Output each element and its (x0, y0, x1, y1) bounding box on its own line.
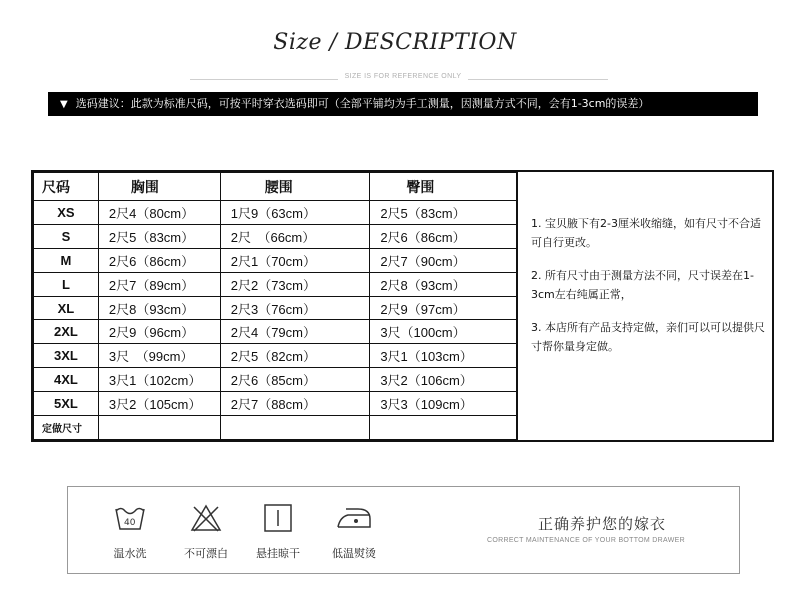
size-cell: 2XL (34, 320, 99, 344)
care-title: 正确养护您的嫁衣 (538, 515, 667, 533)
subtitle-row (0, 72, 790, 86)
no-bleach-icon (171, 501, 241, 535)
measure-cell: 2尺2（73cm） (220, 272, 370, 296)
table-row (34, 224, 518, 248)
table-row (34, 392, 518, 416)
hang-dry-icon (243, 501, 313, 535)
table-row (34, 296, 518, 320)
table-row (34, 248, 518, 272)
measure-cell: 3尺2（106cm） (370, 368, 518, 392)
low-temp-iron-icon (319, 501, 389, 535)
measure-cell: 2尺4（80cm） (98, 201, 220, 225)
care-item (95, 501, 165, 561)
size-cell: XL (34, 296, 99, 320)
divider (190, 79, 338, 80)
size-cell: M (34, 248, 99, 272)
measure-cell: 2尺6（85cm） (220, 368, 370, 392)
down-triangle-icon: ▼ (60, 99, 68, 110)
table-row (34, 416, 518, 440)
care-label: 悬挂晾干 (256, 547, 300, 560)
measure-cell: 2尺1（70cm） (220, 248, 370, 272)
measure-cell: 3尺1（103cm） (370, 344, 518, 368)
table-row (34, 320, 518, 344)
measure-cell: 2尺 （66cm） (220, 224, 370, 248)
measure-cell: 2尺6（86cm） (98, 248, 220, 272)
note-item: 3. 本店所有产品支持定做，亲们可以可以提供尺寸帮你量身定做。 (531, 321, 765, 353)
measure-cell: 2尺9（96cm） (98, 320, 220, 344)
measure-cell: 2尺5（83cm） (98, 224, 220, 248)
note-item: 2. 所有尺寸由于测量方法不同，尺寸误差在1-3cm左右纯属正常， (531, 269, 754, 301)
header-waist: 腰围 (220, 173, 370, 201)
measure-cell: 2尺5（83cm） (370, 201, 518, 225)
header-size: 尺码 (34, 173, 99, 201)
measure-cell: 2尺9（97cm） (370, 296, 518, 320)
size-cell: 5XL (34, 392, 99, 416)
care-item (243, 501, 313, 561)
care-label: 不可漂白 (184, 547, 228, 560)
size-notes (531, 214, 771, 370)
measure-cell: 2尺6（86cm） (370, 224, 518, 248)
measure-cell: 3尺2（105cm） (98, 392, 220, 416)
measure-cell: 2尺7（88cm） (220, 392, 370, 416)
measure-cell: 3尺 （99cm） (98, 344, 220, 368)
measure-cell: 2尺5（82cm） (220, 344, 370, 368)
size-cell: XS (34, 201, 99, 225)
measure-cell: 1尺9（63cm） (220, 201, 370, 225)
notice-bar (48, 92, 758, 116)
measure-cell: 2尺7（90cm） (370, 248, 518, 272)
header-bust: 胸围 (98, 173, 220, 201)
notice-text: 选码建议：此款为标准尺码，可按平时穿衣选码即可（全部平铺均为手工测量，因测量方式不同，会有1-3cm的误差） (75, 97, 650, 110)
page-subtitle: SIZE IS FOR REFERENCE ONLY (344, 73, 462, 80)
table-row (34, 368, 518, 392)
divider (468, 79, 608, 80)
warm-water-wash-icon (95, 501, 165, 535)
measure-cell: 3尺3（109cm） (370, 392, 518, 416)
note-item: 1. 宝贝腋下有2-3厘米收缩缝，如有尺寸不合适可自行更改。 (531, 217, 761, 249)
measure-cell: 2尺4（79cm） (220, 320, 370, 344)
table-row (34, 201, 518, 225)
size-cell: 3XL (34, 344, 99, 368)
size-cell: S (34, 224, 99, 248)
size-chart (31, 170, 774, 442)
table-row (34, 344, 518, 368)
measure-cell: 2尺8（93cm） (370, 272, 518, 296)
measure-cell: 2尺7（89cm） (98, 272, 220, 296)
measure-cell (98, 416, 220, 440)
care-item (171, 501, 241, 561)
size-cell: 4XL (34, 368, 99, 392)
table-header-row (34, 173, 518, 201)
measure-cell: 2尺3（76cm） (220, 296, 370, 320)
size-table (33, 172, 518, 440)
care-label: 低温熨烫 (332, 547, 376, 560)
care-item (319, 501, 389, 561)
size-cell: L (34, 272, 99, 296)
table-row (34, 272, 518, 296)
care-label: 温水洗 (113, 547, 147, 560)
measure-cell (220, 416, 370, 440)
measure-cell: 3尺（100cm） (370, 320, 518, 344)
svg-text:40: 40 (124, 518, 136, 528)
size-cell: 定做尺寸 (34, 416, 99, 440)
header-hip: 臀围 (370, 173, 518, 201)
measure-cell: 2尺8（93cm） (98, 296, 220, 320)
care-subtitle: CORRECT MAINTENANCE OF YOUR BOTTOM DRAWER (487, 537, 685, 544)
divider (516, 172, 518, 440)
care-instructions (67, 486, 740, 574)
page-title: Size / DESCRIPTION (273, 30, 517, 55)
measure-cell (370, 416, 518, 440)
measure-cell: 3尺1（102cm） (98, 368, 220, 392)
